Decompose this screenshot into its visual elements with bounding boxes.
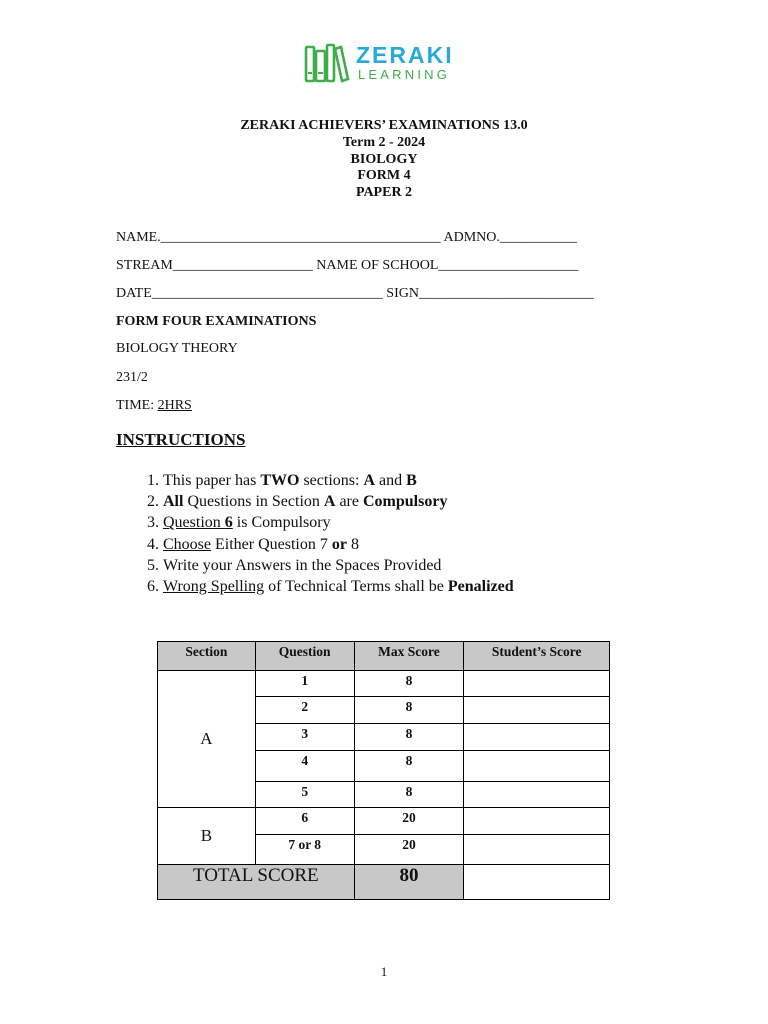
stream-school-row [116,257,578,275]
exam-code: 231/2 [116,370,148,385]
admno-field[interactable]: ADMNO.___________ [443,230,577,245]
max-score-cell: 8 [354,671,464,697]
exam-term: Term 2 - 2024 [342,135,426,150]
instruction-item: 1. This paper has TWO sections: A and B [163,470,514,491]
instruction-item: 6. Wrong Spelling of Technical Terms shall be Penalized [163,576,514,597]
question-cell: 1 [255,671,354,697]
max-score-cell: 8 [354,724,464,751]
max-score-cell: 8 [354,751,464,782]
question-cell: 5 [255,782,354,808]
question-cell: 2 [255,697,354,724]
student-score-cell[interactable] [464,835,610,865]
student-score-cell[interactable] [464,782,610,808]
section-a-cell: A [158,671,256,808]
exam-subject: BIOLOGY [350,152,418,167]
name-field[interactable]: NAME.________________________________________ [116,230,441,245]
instructions-title: INSTRUCTIONS [116,430,246,449]
time-value: 2HRS [157,398,192,413]
instruction-item: 2. All Questions in Section A are Compulsory [163,491,514,512]
student-score-cell[interactable] [464,751,610,782]
header-question: Question [255,642,354,671]
total-score-value: 80 [354,865,464,900]
zeraki-logo [304,42,464,84]
section-b-cell: B [158,808,256,865]
header-max-score: Max Score [354,642,464,671]
school-field[interactable]: NAME OF SCHOOL____________________ [316,258,579,273]
exam-paper: PAPER 2 [355,185,413,200]
exam-time [116,397,192,415]
student-score-cell[interactable] [464,808,610,835]
page-number: 1 [380,964,388,979]
instructions-list [135,470,514,597]
header-section: Section [158,642,256,671]
exam-subject-theory: BIOLOGY THEORY [116,341,238,356]
logo-sub-text: LEARNING [358,67,451,82]
question-cell: 7 or 8 [255,835,354,865]
instruction-item: 3. Question 6 is Compulsory [163,512,514,533]
student-score-cell[interactable] [464,671,610,697]
student-score-cell[interactable] [464,724,610,751]
max-score-cell: 8 [354,697,464,724]
total-row [158,865,610,900]
stream-field[interactable]: STREAM____________________ [116,258,313,273]
total-score-label: TOTAL SCORE [158,865,355,900]
instruction-item: 4. Choose Either Question 7 or 8 [163,534,514,555]
max-score-cell: 8 [354,782,464,808]
date-sign-row [116,285,594,303]
exam-title: FORM FOUR EXAMINATIONS [116,314,317,329]
question-cell: 4 [255,751,354,782]
score-table [157,641,610,900]
student-score-cell[interactable] [464,697,610,724]
name-admno-row [116,229,577,247]
exam-series-title: ZERAKI ACHIEVERS’ EXAMINATIONS 13.0 [240,118,528,133]
header-student-score: Student’s Score [464,642,610,671]
max-score-cell: 20 [354,808,464,835]
total-student-score-cell[interactable] [464,865,610,900]
table-row [158,671,610,697]
logo-brand-text: ZERAKI [356,42,454,68]
sign-field[interactable]: SIGN_________________________ [386,286,594,301]
exam-form: FORM 4 [357,168,411,183]
time-label: TIME: [116,398,158,413]
instruction-item: 5. Write your Answers in the Spaces Provided [163,555,514,576]
table-header-row [158,642,610,671]
question-cell: 3 [255,724,354,751]
question-cell: 6 [255,808,354,835]
table-row [158,808,610,835]
max-score-cell: 20 [354,835,464,865]
date-field[interactable]: DATE_________________________________ [116,286,383,301]
books-icon [304,43,350,83]
